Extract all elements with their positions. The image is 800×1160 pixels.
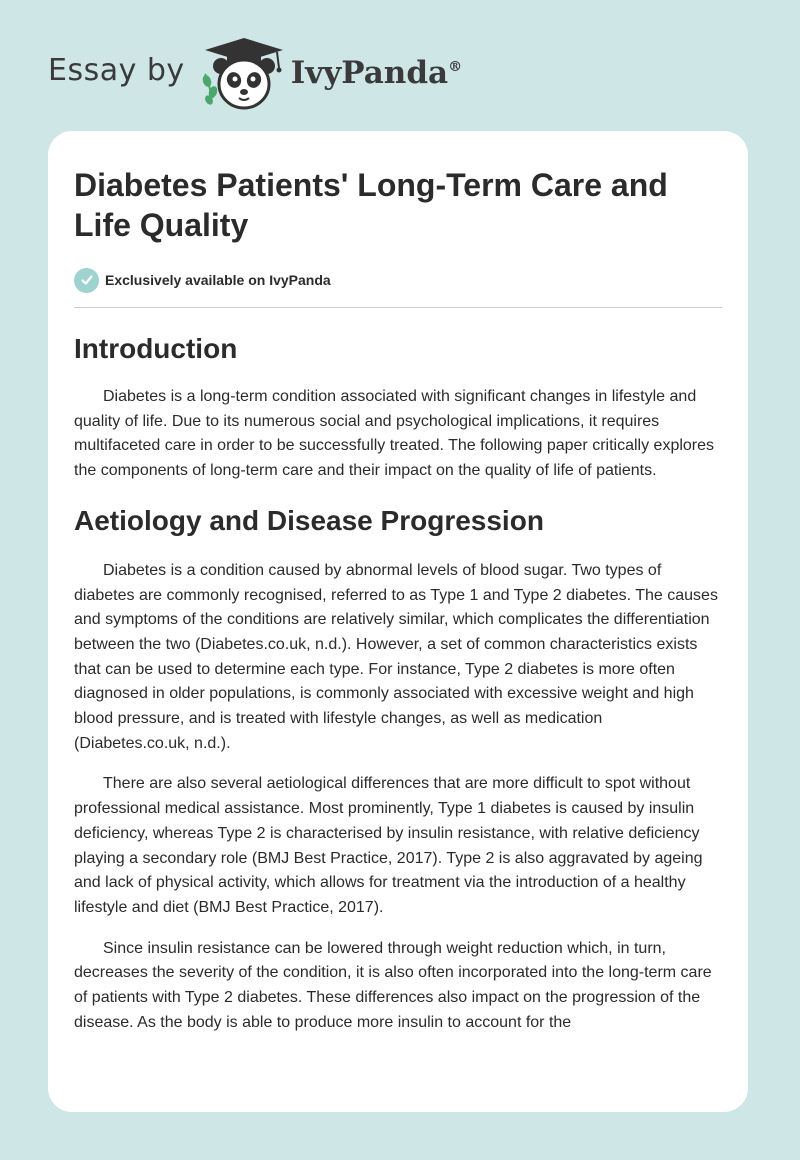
brand-name[interactable]: IvyPanda® (290, 55, 463, 91)
divider (74, 307, 722, 308)
paragraph: Since insulin resistance can be lowered through weight reduction which, in turn, decreases the severity of the condition, it is also often incorporated into the long-term care of patients with Type 2 diabetes. These differences also impact on the progression of the disease. As the body is able to produce more insulin to account for the (74, 939, 712, 1031)
paragraph: Diabetes is a condition caused by abnormal levels of blood sugar. Two types of diabetes are commonly recognised, referred to as Type 1 and Type 2 diabetes. The causes and symptoms of the conditions are relatively similar, which complicates the differentiation between the two (Diabetes.co.uk, n.d.). However, a set of common characteristics exists that can be used to determine each type. For instance, Type 2 diabetes is more often diagnosed in older populations, is commonly associated with excessive weight and high blood pressure, and is treated with lifestyle changes, as well as medication (Diabetes.co.uk, n.d.). (74, 561, 718, 752)
section-heading-aetiology: Aetiology and Disease Progression (74, 504, 544, 536)
article-card (48, 131, 748, 1112)
paragraph: Diabetes is a long-term condition associated with significant changes in lifestyle and quality of life. Due to its numerous social and psychological implications, it requires multifaceted care in order to be successfully treated. The following paper critically explores the components of long-term care and their impact on the quality of life of patients. (74, 388, 715, 480)
article-title: Diabetes Patients' Long-Term Care and Life Quality (74, 167, 668, 243)
paragraph: There are also several aetiological differences that are more difficult to spot without professional medical assistance. Most prominently, Type 1 diabetes is caused by insulin deficiency, whereas Type 2 is characterised by insulin resistance, with relative deficiency playing a secondary role (BMJ Best Practice, 2017). Type 2 is also aggravated by ageing and lack of physical activity, which allows for treatment via the introduction of a healthy lifestyle and diet (BMJ Best Practice, 2017). (74, 775, 703, 916)
registered-mark: ® (448, 59, 463, 75)
exclusive-badge (74, 267, 722, 293)
section-heading-introduction: Introduction (74, 333, 238, 364)
site-header (48, 34, 462, 114)
check-icon (74, 268, 99, 293)
essay-by-label: Essay by (48, 52, 185, 88)
panda-logo-icon[interactable] (199, 34, 289, 114)
exclusive-label: Exclusively available on IvyPanda (105, 272, 331, 288)
